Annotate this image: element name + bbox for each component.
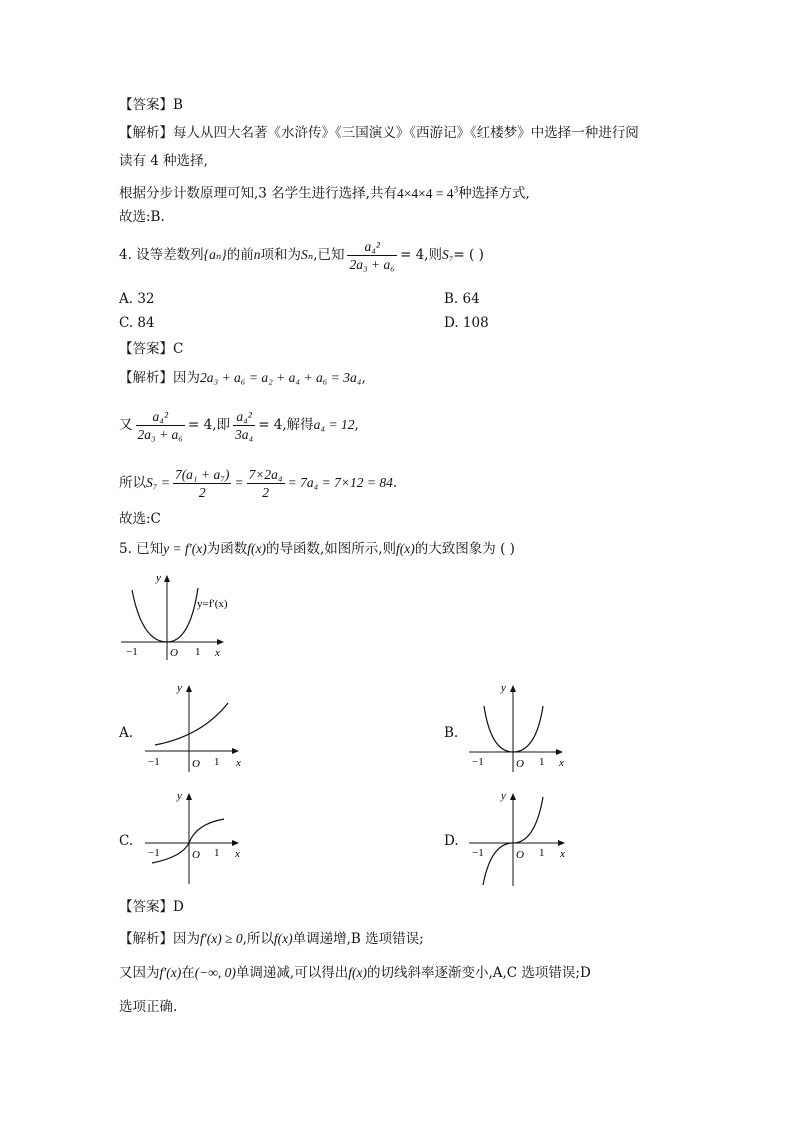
q4-text: . — [392, 475, 398, 491]
tick-neg1: −1 — [148, 756, 160, 768]
q5-option-d-label: D. — [444, 833, 459, 849]
q3-analysis-line2: 读有 4 种选择, — [119, 153, 208, 169]
q5-option-a-graph — [142, 676, 244, 774]
x-label: x — [215, 647, 220, 659]
origin-label: O — [516, 758, 524, 770]
x-axis-arrow — [232, 840, 239, 846]
q5-text: 单调递增,B 选项错误; — [292, 931, 424, 947]
fraction-numerator: a₄² — [152, 409, 168, 424]
q4-sequence: {aₙ} — [203, 247, 227, 262]
tick-1: 1 — [195, 646, 201, 658]
q4-stem-part: = ( ) — [453, 247, 484, 263]
q5-expression: f′(x) ≥ 0 — [200, 931, 243, 946]
x-axis-arrow — [217, 639, 224, 645]
x-label: x — [559, 757, 564, 769]
q5-analysis-line3: 选项正确. — [119, 999, 178, 1015]
q5-fx: f(x) — [273, 931, 293, 946]
derivative-graph — [118, 566, 230, 662]
q4-stem-part: = 4,则 — [399, 247, 442, 263]
q3-text: 根据分步计数原理可知,3 名学生进行选择,共有 — [119, 185, 397, 202]
q4-stem-part: 4. 设等差数列 — [119, 247, 204, 263]
q5-stem — [119, 540, 515, 558]
fraction-denominator: 2 — [173, 483, 232, 501]
q5-stem-part: 5. 已知 — [119, 541, 164, 557]
q5-fx: f(x) — [396, 541, 415, 556]
tick-1: 1 — [214, 756, 220, 768]
q5-text: 又因为 — [119, 965, 160, 981]
q4-fraction — [247, 466, 285, 501]
fraction-numerator: a₄² — [236, 409, 252, 424]
y-axis-arrow — [510, 685, 516, 692]
q4-stem — [119, 238, 484, 273]
y-axis-arrow — [186, 685, 192, 692]
q4-s7: S₇ = — [146, 475, 170, 490]
q5-stem-part: 的导函数,如图所示,则 — [265, 541, 397, 557]
tick-neg1: −1 — [148, 847, 160, 859]
curve-label: y=f′(x) — [197, 598, 228, 610]
q5-option-c-label: C. — [119, 833, 134, 849]
fraction-denominator: 2a₃ + a₆ — [349, 257, 395, 272]
q5-interval: (−∞, 0) — [194, 965, 236, 980]
y-label: y — [156, 572, 161, 584]
q4-text: , — [354, 417, 359, 433]
q5-option-a-label: A. — [119, 725, 134, 741]
q4-fraction — [136, 408, 186, 443]
q4-text: = 4,即 — [188, 417, 230, 433]
x-label: x — [236, 757, 241, 769]
tick-neg1: −1 — [472, 756, 484, 768]
q5-analysis-line1 — [119, 930, 424, 948]
q3-expr-exp: 3 — [453, 184, 459, 194]
derivative-curve — [132, 588, 198, 642]
q3-text-end: 种选择方式, — [458, 185, 530, 202]
tick-neg1: −1 — [472, 847, 484, 859]
x-label: x — [560, 848, 565, 860]
y-axis-arrow — [510, 793, 516, 800]
q4-option-c: C. 84 — [119, 315, 155, 331]
y-label: y — [501, 682, 506, 694]
q5-text: 在 — [181, 965, 195, 981]
q5-text: 【解析】因为 — [119, 931, 200, 947]
q5-fpx: f′(x) — [159, 965, 182, 980]
q4-stem-part: ,已知 — [313, 247, 345, 263]
q4-stem-part: 项和为 — [260, 247, 301, 263]
origin-label: O — [192, 758, 200, 770]
q3-analysis-line1: 【解析】每人从四大名著《水浒传》《三国演义》《西游记》《红楼梦》中选择一种进行阅 — [119, 125, 639, 141]
q4-fraction — [173, 466, 232, 501]
q5-stem-part: 的大致图象为 ( ) — [414, 541, 515, 557]
q5-option-d-graph — [466, 784, 570, 888]
origin-label: O — [516, 849, 524, 861]
q4-analysis-line1 — [119, 369, 366, 387]
tick-neg1: −1 — [126, 646, 138, 658]
q5-fx: f(x) — [348, 965, 367, 980]
q5-fx: f(x) — [247, 541, 266, 556]
q4-answer: 【答案】C — [119, 341, 184, 357]
y-label: y — [177, 790, 182, 802]
x-label: x — [235, 848, 240, 860]
fraction-numerator: 7(a₁ + a₇) — [174, 467, 230, 482]
x-axis-arrow — [556, 749, 563, 755]
q5-option-b-label: B. — [444, 725, 459, 741]
q4-text: 【解析】因为 — [119, 370, 200, 386]
tick-1: 1 — [214, 847, 220, 859]
q4-option-b: B. 64 — [444, 291, 480, 307]
q4-n: n — [253, 247, 261, 262]
q4-option-a: A. 32 — [119, 291, 155, 307]
q4-text: 所以 — [119, 475, 146, 491]
q4-text: = 4,解得 — [258, 417, 314, 433]
q4-option-d: D. 108 — [444, 315, 489, 331]
y-axis-arrow — [186, 793, 192, 800]
origin-label: O — [170, 647, 178, 659]
y-label: y — [177, 682, 182, 694]
q5-expression: y = f′(x) — [163, 541, 207, 556]
q4-expression: = 7a₄ = 7×12 = 84 — [287, 475, 393, 490]
q5-stem-part: 为函数 — [206, 541, 248, 557]
q4-analysis-line2 — [119, 408, 359, 443]
q4-expression: a₄ = 12 — [313, 417, 355, 432]
q5-text: 的切线斜率逐渐变小,A,C 选项错误;D — [366, 965, 591, 981]
fraction-denominator: 2 — [247, 483, 285, 501]
q3-analysis-line3 — [119, 180, 530, 203]
q5-option-b-graph — [466, 676, 568, 774]
q5-text: ,所以 — [242, 931, 274, 947]
q4-analysis-line3 — [119, 466, 397, 501]
q5-answer: 【答案】D — [119, 899, 184, 915]
q4-sn: Sₙ — [300, 247, 314, 262]
q4-equals: = — [234, 475, 244, 490]
x-axis-arrow — [232, 748, 239, 754]
fraction-numerator: 7×2a₄ — [248, 467, 283, 482]
fraction-denominator: 2a₃ + a₆ — [137, 427, 183, 442]
fraction-denominator: 3a₄ — [234, 427, 254, 442]
q5-text: 单调递减,可以得出 — [235, 965, 349, 981]
tick-1: 1 — [539, 847, 545, 859]
q3-expr-base: 4×4×4 = 4 — [396, 185, 454, 201]
q5-option-c-graph — [142, 784, 244, 886]
q5-analysis-line2 — [119, 964, 591, 982]
q4-stem-part: 的前 — [226, 247, 254, 263]
q3-answer: 【答案】B — [119, 97, 183, 113]
origin-label: O — [192, 849, 200, 861]
q4-fraction — [233, 408, 255, 443]
tick-1: 1 — [539, 756, 545, 768]
fraction-numerator: a₄² — [364, 239, 380, 254]
q3-conclusion: 故选:B. — [119, 209, 165, 225]
q4-conclusion: 故选:C — [119, 511, 161, 527]
option-a-curve — [155, 703, 228, 745]
y-label: y — [501, 790, 506, 802]
y-axis-arrow — [164, 575, 170, 582]
q3-expression — [397, 186, 458, 201]
q4-text: , — [361, 370, 366, 386]
x-axis-arrow — [558, 840, 565, 846]
q4-expression: 2a₃ + a₆ = a₂ + a₄ + a₆ = 3a₄ — [200, 370, 362, 385]
q4-given-fraction — [347, 238, 397, 273]
q4-s7: S₇ — [441, 247, 454, 262]
q4-text: 又 — [119, 417, 133, 433]
